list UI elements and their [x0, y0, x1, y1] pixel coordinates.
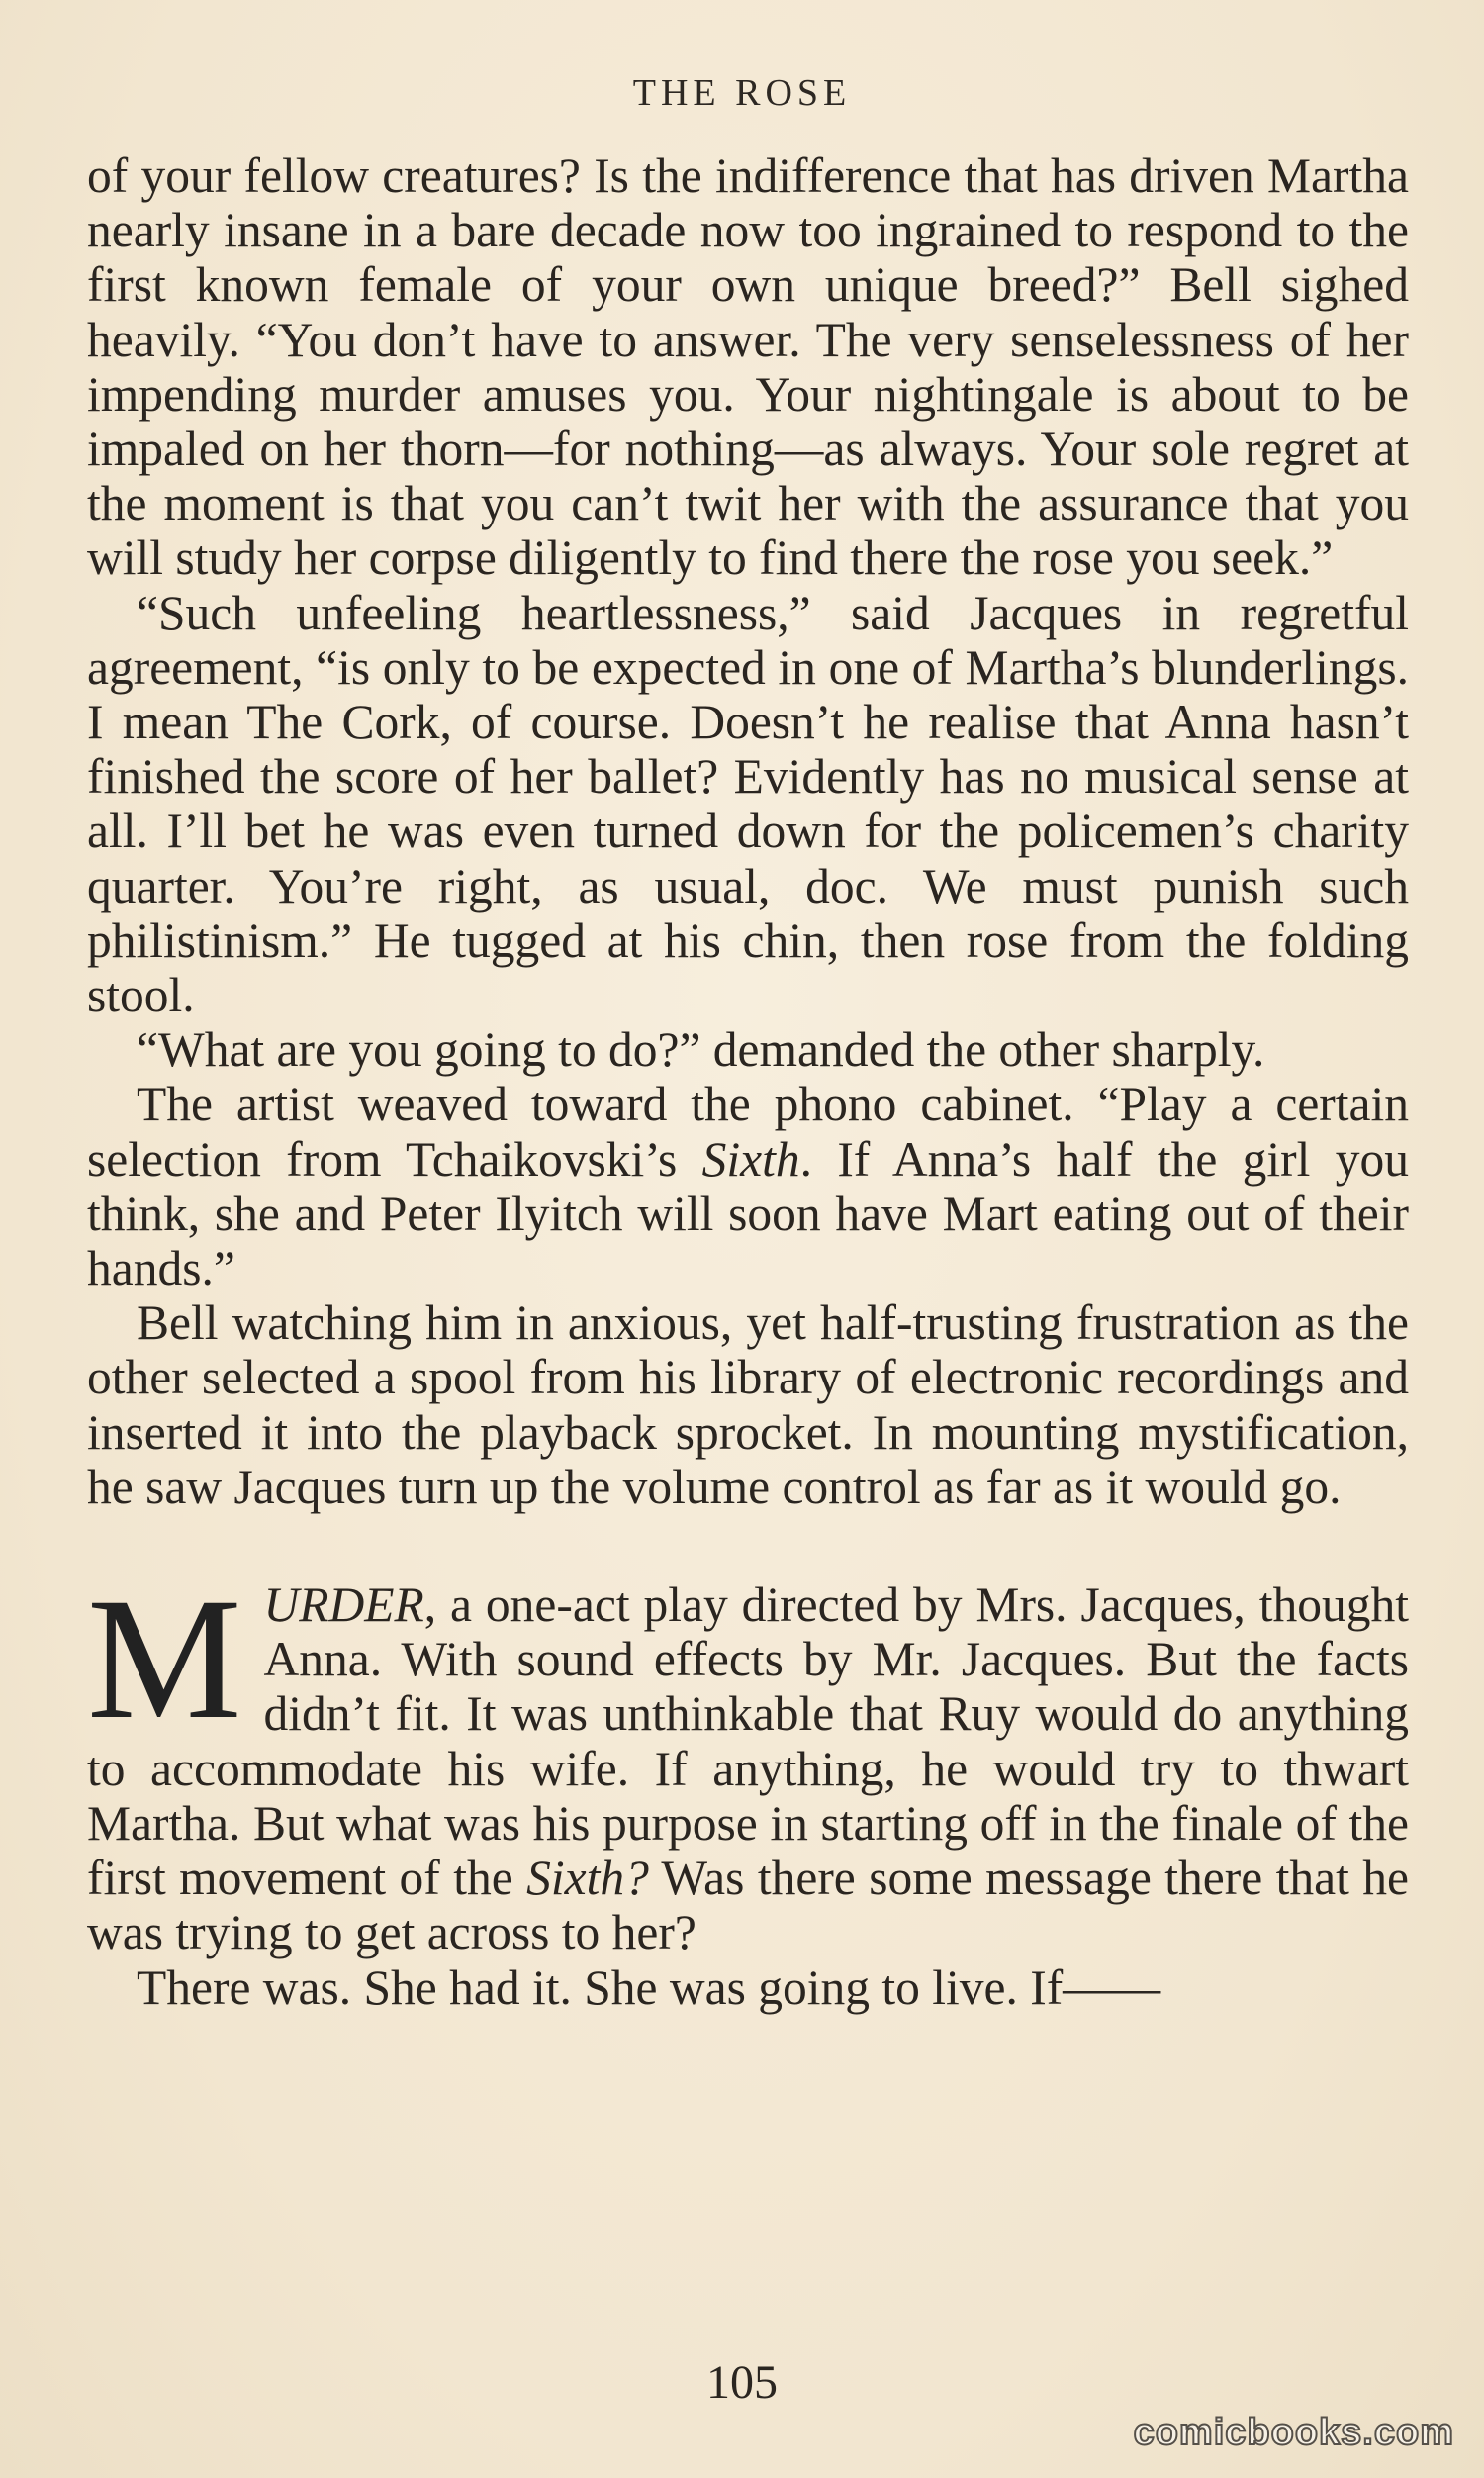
text-run: “What are you going to do?” demanded the other sharply.: [137, 1022, 1265, 1078]
drop-cap: M: [87, 1563, 242, 1757]
paragraph: [87, 1295, 1409, 1514]
italic-text: Sixth?: [526, 1851, 649, 1906]
section-two: [87, 1563, 1409, 2015]
text-run: Bell watching him in anxious, yet half-trusting frustration as the other selected a spool from his library of electronic recordings and inserted it into the playback sprocket. In mounting mystification, he saw Jacques turn up the volume control as far as it would go.: [87, 1295, 1409, 1514]
section-one: [87, 148, 1409, 1514]
paragraph: [87, 1077, 1409, 1295]
italic-text: Sixth: [701, 1131, 800, 1187]
paragraph: [87, 1022, 1409, 1077]
page-number: 105: [706, 2356, 778, 2409]
text-run: of your fellow creatures? Is the indifference that has driven Martha nearly insane in a bare decade now too ingrained to respond to the first known female of your own unique breed?” Bell sighed heavily. “You don’t have to answer. The very senselessness of her impending murder amuses you. Your nightingale is about to be impaled on her thorn—for nothing—as always. Your sole regret at the moment is that you can’t twit her with the assurance that you will study her corpse diligently to find there the rose you seek.”: [87, 148, 1409, 586]
text-run: , a one-act play directed by Mrs. Jacques, thought Anna. With sound effects by Mr. Jacques. But the facts didn’t fit. It was unthinkable that Ruy would do anything to accommodate his wife. If anything, he would try to thwart Martha. But what was his purpose in starting off in the finale of the first movement of the: [87, 1577, 1409, 1906]
section-two-first-paragraph: [87, 1563, 1409, 1960]
text-run: . If Anna’s half the girl you think, she and Peter Ilyitch will soon have Mart eating out of their hands.”: [87, 1131, 1409, 1296]
text-run: Was there some message there that he was trying to get across to her?: [87, 1851, 1409, 1960]
italic-text: URDER: [263, 1577, 424, 1633]
running-head: THE ROSE: [632, 72, 852, 114]
text-run: The artist weaved toward the phono cabinet. “Play a certain selection from Tchaikovski’s: [87, 1077, 1409, 1187]
text-run: “Such unfeeling heartlessness,” said Jacques in regretful agreement, “is only to be expected in one of Martha’s blunderlings. I mean The Cork, of course. Doesn’t he realise that Anna hasn’t finished the score of her ballet? Evidently has no musical sense at all. I’ll bet he was even turned down for the policemen’s charity quarter. You’re right, as usual, doc. We must punish such philistinism.” He tugged at his chin, then rose from the folding stool.: [87, 585, 1409, 1023]
watermark-logo: comicbooks.com: [1133, 2412, 1454, 2453]
paragraph: [87, 586, 1409, 1023]
section-two-second-paragraph: There was. She had it. She was going to live. If——: [137, 1959, 1161, 2015]
body-text: [87, 148, 1409, 2015]
paragraph: [87, 148, 1409, 586]
